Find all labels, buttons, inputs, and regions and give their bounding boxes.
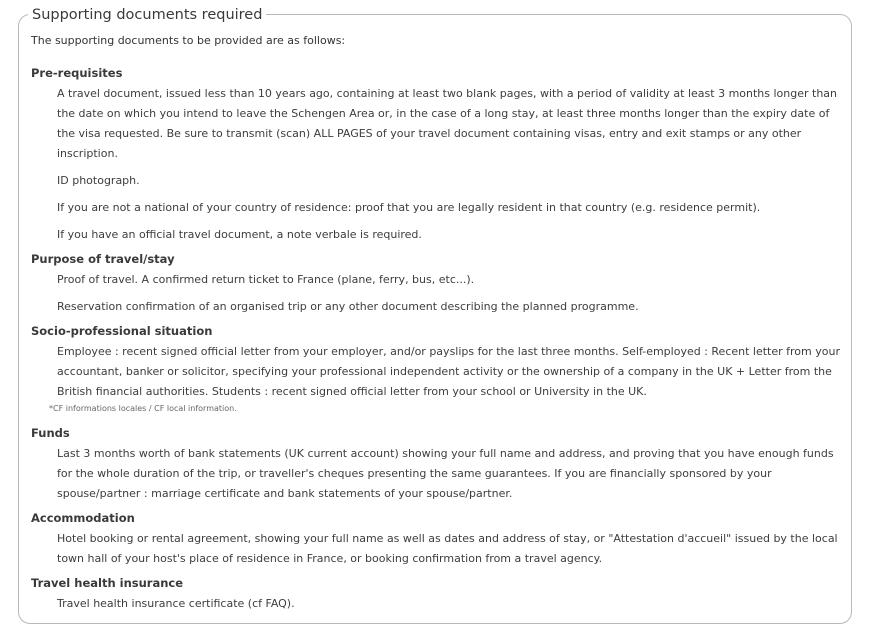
section-title: Purpose of travel/stay: [31, 252, 175, 266]
section-prerequisites: [31, 66, 846, 245]
section-title: Pre-requisites: [31, 66, 123, 80]
section-socio-professional: [31, 324, 846, 414]
local-information-note: *CF informations locales / CF local information.: [49, 404, 237, 413]
panel-title: Supporting documents required: [28, 5, 266, 25]
list-item: Employee : recent signed official letter from your employer, and/or payslips for the last three months. Self-employed : Recent letter from your accountant, banker or solicitor, specifying your professional independent activity or the ownership of a company in the UK + Letter from the British financial authorities. Students : recent signed official letter from your school or University in the UK.: [57, 345, 840, 398]
intro-text: The supporting documents to be provided are as follows:: [31, 34, 346, 47]
list-item: Last 3 months worth of bank statements (UK current account) showing your full name and address, and proving that you have enough funds for the whole duration of the trip, or traveller's cheques presenting the same guarantees. If you are financially sponsored by your spouse/partner : marriage certificate and bank statements of your spouse/partner.: [57, 447, 834, 500]
list-item: Travel health insurance certificate (cf FAQ).: [57, 597, 295, 610]
section-funds: [31, 426, 846, 504]
section-travel-health-insurance: [31, 576, 846, 614]
section-title: Funds: [31, 426, 70, 440]
list-item: Proof of travel. A confirmed return ticket to France (plane, ferry, bus, etc...).: [57, 273, 475, 286]
list-item: Reservation confirmation of an organised trip or any other document describing the planned programme.: [57, 300, 639, 313]
list-item: ID photograph.: [57, 174, 140, 187]
list-item: Hotel booking or rental agreement, showing your full name as well as dates and address of stay, or "Attestation d'accueil" issued by the local town hall of your host's place of residence in France, or booking confirmation from a travel agency.: [57, 532, 838, 565]
section-accommodation: [31, 511, 846, 569]
list-item: If you are not a national of your country of residence: proof that you are legally resident in that country (e.g. residence permit).: [57, 201, 761, 214]
list-item: If you have an official travel document, a note verbale is required.: [57, 228, 422, 241]
list-item: A travel document, issued less than 10 years ago, containing at least two blank pages, with a period of validity at least 3 months longer than the date on which you intend to leave the Schengen Area or, in the case of a long stay, at least three months longer than the expiry date of the visa requested. Be sure to transmit (scan) ALL PAGES of your travel document containing visas, entry and exit stamps or any other inscription.: [57, 87, 838, 160]
section-purpose: [31, 252, 846, 317]
section-title: Travel health insurance: [31, 576, 184, 590]
section-title: Socio-professional situation: [31, 324, 213, 338]
panel-content: [31, 34, 846, 621]
section-title: Accommodation: [31, 511, 135, 525]
